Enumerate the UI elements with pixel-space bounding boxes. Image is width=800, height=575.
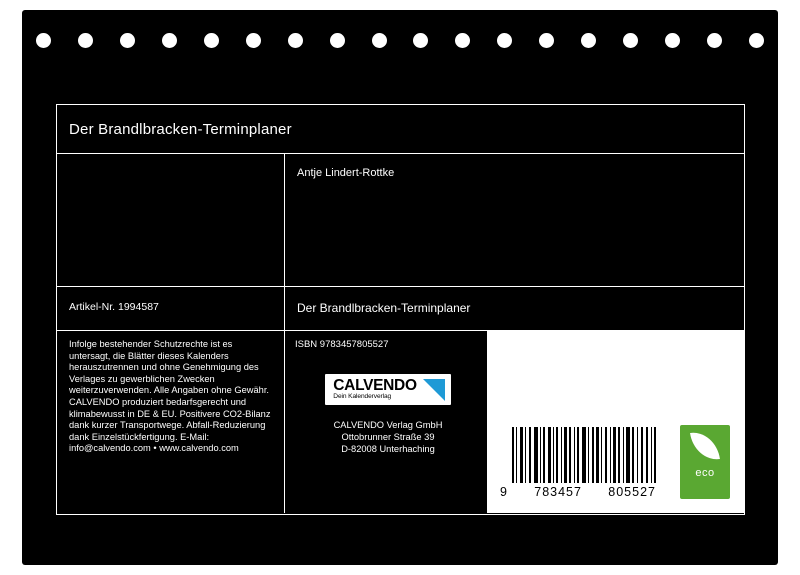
ean13-barcode — [498, 427, 658, 501]
punch-hole — [288, 33, 303, 48]
barcode-group-2: 805527 — [608, 485, 656, 499]
punch-hole — [372, 33, 387, 48]
barcode-panel — [488, 331, 744, 513]
author-name: Antje Lindert-Rottke — [297, 167, 395, 179]
publisher-address — [295, 419, 481, 455]
logo-wordmark: CALVENDO — [333, 377, 417, 394]
barcode-group-1: 783457 — [534, 485, 582, 499]
barcode-left-digit: 9 — [500, 485, 508, 499]
title-row — [57, 105, 744, 154]
cover-info-table — [56, 104, 745, 515]
punch-hole — [581, 33, 596, 48]
product-title: Der Brandlbracken-Terminplaner — [297, 301, 471, 315]
publisher-city: D-82008 Unterhaching — [341, 444, 435, 455]
barcode-digits — [498, 485, 658, 499]
calvendo-mark-icon — [423, 379, 445, 401]
punch-hole-row — [22, 30, 778, 56]
punch-hole — [539, 33, 554, 48]
punch-hole — [497, 33, 512, 48]
punch-hole — [665, 33, 680, 48]
punch-hole — [204, 33, 219, 48]
punch-hole — [162, 33, 177, 48]
punch-hole — [36, 33, 51, 48]
logo-tagline: Dein Kalenderverlag — [333, 393, 392, 401]
punch-hole — [78, 33, 93, 48]
page-title: Der Brandlbracken-Terminplaner — [69, 120, 292, 138]
legal-notice: Infolge bestehender Schutzrechte ist es untersagt, die Blätter dieses Kalenders herauszutrennen und ohne Genehmigung des Verlages zu gewerblichen Zwecken weiterzuverwenden. Alle Angaben ohne Gewähr. CALVENDO produziert bedarfsgerecht und klimabewusst in DE & EU. Positivere CO2-Bilanz dank kurzer Transportwege. Abfall-Reduzierung dank Einzelstückfertigung. E-Mail: info@calvendo.com • www.calvendo.com — [57, 331, 285, 513]
punch-hole — [455, 33, 470, 48]
article-number: Artikel-Nr. 1994587 — [57, 287, 285, 330]
punch-hole — [707, 33, 722, 48]
calvendo-logo — [295, 374, 481, 405]
punch-hole — [749, 33, 764, 48]
publisher-street: Ottobrunner Straße 39 — [341, 432, 435, 443]
isbn-text: ISBN 9783457805527 — [295, 339, 389, 350]
cover-image-placeholder — [57, 154, 285, 286]
eco-label: eco — [695, 467, 715, 479]
punch-hole — [120, 33, 135, 48]
leaf-icon — [690, 429, 720, 462]
barcode-bars — [498, 427, 658, 483]
punch-hole — [330, 33, 345, 48]
punch-hole — [623, 33, 638, 48]
punch-hole — [413, 33, 428, 48]
article-row — [57, 287, 744, 331]
publisher-block — [285, 331, 488, 513]
punch-hole — [246, 33, 261, 48]
author-row — [57, 154, 744, 287]
footer-row — [57, 331, 744, 513]
eco-badge — [680, 425, 730, 499]
publisher-name: CALVENDO Verlag GmbH — [333, 420, 443, 431]
